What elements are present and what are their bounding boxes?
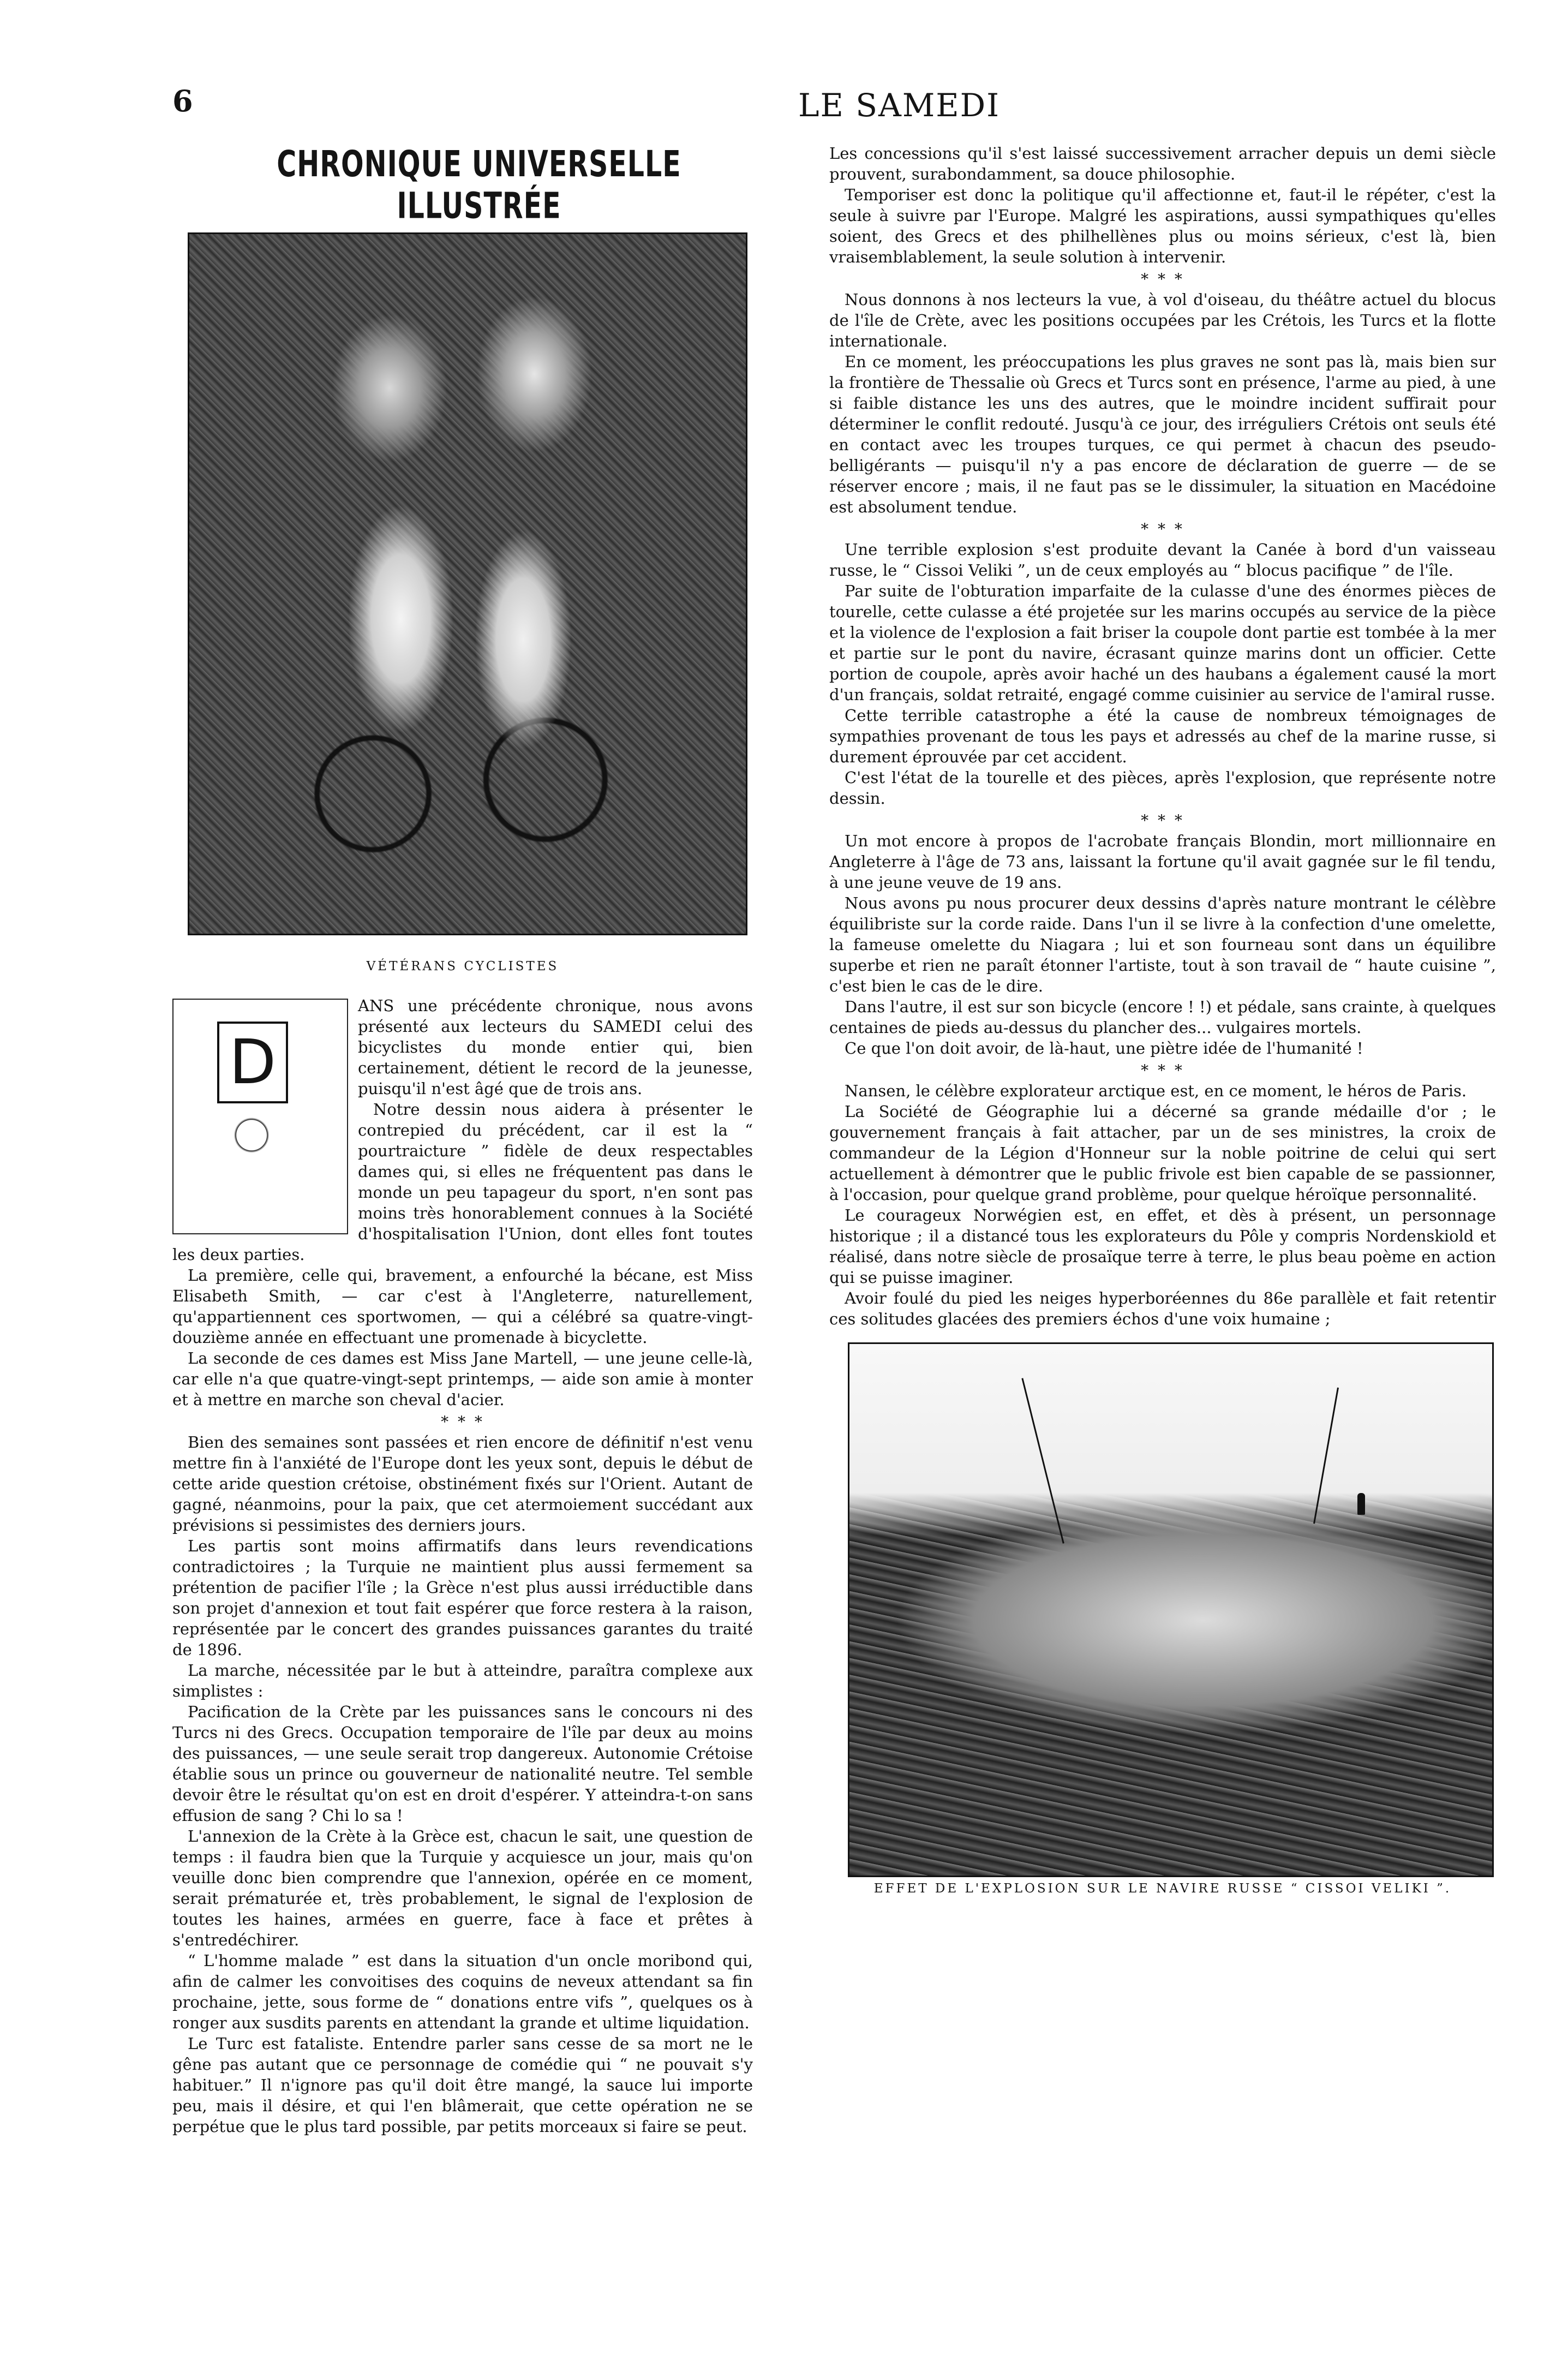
article-paragraph: C'est l'état de la tourelle et des pièces, après l'explosion, que représente notre dessin. [829, 768, 1496, 808]
article-paragraph: Les concessions qu'il s'est laissé successivement arracher depuis un demi siècle prouvent, surabondamment, sa douce philosophie. [829, 144, 1496, 183]
right-column [829, 143, 1496, 2320]
article-paragraph: Ce que l'on doit avoir, de là-haut, une piètre idée de l'humanité ! [845, 1039, 1363, 1058]
article-paragraph: Cette terrible catastrophe a été la cause de nombreux témoignages de sympathies provenant de tous les pays et adressés au chef de la marine russe, si durement éprouvée par cet accident. [829, 706, 1496, 766]
article-paragraph: “ L'homme malade ” est dans la situation d'un oncle moribond qui, afin de calmer les convoitises des coquins de neveux attendant sa fin prochaine, jette, sous forme de “ donations entre vifs ”, quelques os à ronger aux susdits parents en attendant la grande et ultime liquidation. [172, 1951, 753, 2032]
article-paragraph: La seconde de ces dames est Miss Jane Martell, — une jeune celle-là, car elle n'a que quatre-vingt-sept printemps, — aide son amie à monter et à mettre en marche son cheval d'acier. [172, 1349, 753, 1409]
article-paragraph: La marche, nécessitée par le but à atteindre, paraîtra complexe aux simplistes : [172, 1661, 753, 1700]
page-number: 6 [172, 83, 193, 118]
article-paragraph: Nous donnons à nos lecteurs la vue, à vol d'oiseau, du théâtre actuel du blocus de l'île de Crète, avec les positions occupées par les Crétois, les Turcs et la flotte internationale. [829, 290, 1496, 350]
article-paragraph: Nous avons pu nous procurer deux dessins d'après nature montrant le célèbre équilibriste sur la corde raide. Dans l'un il se livre à la confection d'une omelette, la fameuse omelette du Niagara ; lui et son fourneau sont dans un équilibre superbe et rien ne paraît étonner l'artiste, tout à son travail de “ haute cuisine ”, c'est bien le cas de le dire. [829, 894, 1496, 995]
dropcap-letter: D [217, 1022, 288, 1103]
photo-rope-shape [1313, 1388, 1339, 1524]
article-paragraph: Notre dessin nous aidera à présenter le contrepied du précédent, car il est la “ pourtraicture ” fidèle de deux respectables dames qui, si elles ne fréquentent pas dans le monde un peu tapageur du sport, n'en sont pas moins très honorablement connues à la Société d'hospitalisation l'Union, dont elles font toutes les deux parties. [172, 1100, 753, 1264]
asterism-divider: * * * [1141, 270, 1184, 288]
masthead: LE SAMEDI [798, 87, 1001, 124]
asterism-divider: * * * [441, 1413, 484, 1431]
asterism-divider: * * * [1141, 1061, 1184, 1079]
left-column [172, 143, 753, 2320]
article-paragraph: Un mot encore à propos de l'acrobate français Blondin, mort millionnaire en Angleterre à l'âge de 73 ans, laissant la fortune qu'il avait gagnée sur le fil tendu, à une jeune veuve de 19 ans. [829, 832, 1496, 892]
section-title: CHRONIQUE UNIVERSELLE ILLUSTRÉE [277, 143, 681, 227]
article-paragraph: ANS une précédente chronique, nous avons présenté aux lecteurs du SAMEDI celui des bicyclistes du monde entier qui, bien certainement, détient le record de la jeunesse, puisqu'il n'est âgé que de trois ans. [358, 996, 753, 1098]
article-paragraph: L'annexion de la Crète à la Grèce est, chacun le sait, une question de temps : il faudra bien que la Turquie y acquiesce un jour, mais qu'on veuille donc bien comprendre que l'annexion, opérée en ce moment, serait prématurée et, très probablement, le signal de l'explosion de toutes les haines, armées en guerre, face à face et prêtes à s'entredéchirer. [172, 1827, 753, 1949]
article-paragraph: La première, celle qui, bravement, a enfourché la bécane, est Miss Elisabeth Smith, — car c'est à l'Angleterre, naturellement, qu'appartiennent ces sportwomen, — qui a célébré sa quatre-vingt-douzième année en effectuant une promenade à bicyclette. [172, 1266, 753, 1347]
article-paragraph: Avoir foulé du pied les neiges hyperboréennes du 86e parallèle et fait retentir ces solitudes glacées des premiers échos d'une voix humaine ; [829, 1289, 1496, 1328]
article-paragraph: Dans l'autre, il est sur son bicycle (encore ! !) et pédale, sans crainte, à quelques centaines de pieds au-dessus du plancher des... vulgaires mortels. [829, 998, 1496, 1037]
article-paragraph: Temporiser est donc la politique qu'il affectionne et, faut-il le répéter, c'est la seule à suivre par l'Europe. Malgré les aspirations, aussi sympathiques qu'elles soient, des Grecs et des philhellènes plus ou moins sérieux, c'est là, bien vraisemblablement, la seule solution à intervenir. [829, 186, 1496, 266]
crete-article [172, 1432, 753, 2137]
asterism-divider: * * * [1141, 520, 1184, 538]
article-paragraph: Nansen, le célèbre explorateur arctique est, en ce moment, le héros de Paris. [845, 1082, 1467, 1100]
photo-caption-explosion: EFFET DE L'EXPLOSION SUR LE NAVIRE RUSSE “ CISSOI VELIKI ”. [873, 1882, 1452, 1896]
article-paragraph: Le Turc est fataliste. Entendre parler sans cesse de sa mort ne le gêne pas autant que ce personnage de comédie qui “ ne pouvait s'y habituer.” Il n'ignore pas qu'il doit être mangé, la sauce lui importe peu, mais il désire, et qui l'en blâmerait, que cette opération ne se perpétue que le plus tard possible, par petits morceaux si faire se peut. [172, 2034, 753, 2136]
intro-article [172, 995, 753, 1410]
photo-figure-shape [1357, 1493, 1365, 1515]
photo-veteran-cyclists [188, 232, 747, 935]
photo-rope-shape [1022, 1378, 1064, 1544]
asterism-divider: * * * [1141, 811, 1184, 829]
article-paragraph: Le courageux Norwégien est, en effet, et dès à présent, un personnage historique ; il a distancé tous les explorateurs du Pôle y compris Nordenskiold et réalisé, dans notre siècle de prosaïque terre à terre, le plus beau poème en action qui se puisse imaginer. [829, 1206, 1496, 1287]
article-paragraph: Pacification de la Crète par les puissances sans le concours ni des Turcs ni des Grecs. Occupation temporaire de l'île par deux au moins des puissances, — une seule serait trop dangereux. Autonomie Crétoise établie sous un prince ou gouverneur de nationalité neutre. Tel semble devoir être le résultat qu'on est en droit d'espérer. Y atteindra-t-on sans effusion de sang ? Chi lo sa ! [172, 1703, 753, 1825]
article-paragraph: En ce moment, les préoccupations les plus graves ne sont pas là, mais bien sur la frontière de Thessalie où Grecs et Turcs sont en présence, l'arme au pied, à une si faible distance les uns des autres, que le moindre incident suffirait pour déterminer le conflit redouté. Jusqu'à ce jour, des irréguliers Crétois ont seuls été en contact avec les troupes turques, ce qui permet à chacun des pseudo-belligérants — puisqu'il n'y a pas encore de déclaration de guerre — de se réserver encore ; mais, il ne faut pas se le dissimuler, la situation en Macédoine est absolument tendue. [829, 353, 1496, 516]
article-paragraph: Par suite de l'obturation imparfaite de la culasse d'une des énormes pièces de tourelle, cette culasse a été projetée sur les marins occupés au service de la pièce et la violence de l'explosion a fait briser la coupole dont partie est tombée à la mer et partie sur le pont du navire, écrasant quinze marins dont un officier. Cette portion de coupole, après avoir haché un des haubans a également causé la mort d'un français, soldat retraité, engagé comme cuisinier au service de l'amiral russe. [829, 582, 1496, 704]
article-paragraph: Bien des semaines sont passées et rien encore de définitif n'est venu mettre fin à l'anxiété de l'Europe dont les yeux sont, depuis le début de cette aride question crétoise, obstinément fixés sur l'Orient. Autant de gagné, néanmoins, pour la paix, que cet atermoiement succédant aux prévisions si pessimistes des derniers jours. [172, 1433, 753, 1534]
article-paragraph: Une terrible explosion s'est produite devant la Canée à bord d'un vaisseau russe, le “ Cissoi Veliki ”, un de ceux employés au “ blocus pacifique ” de l'île. [829, 540, 1496, 580]
article-paragraph: La Société de Géographie lui a décerné sa grande médaille d'or ; le gouvernement français à fait attacher, par un de ses ministres, la croix de commandeur de la Légion d'Honneur sur la noble poitrine de celui qui sert actuellement à démontrer que le public frivole est bien capable de se passionner, à l'occasion, pour quelque grand problème, pour quelque héroïque personnalité. [829, 1102, 1496, 1204]
decorative-dropcap [172, 999, 348, 1234]
photo-caption-cyclists: VÉTÉRANS CYCLISTES [366, 959, 559, 974]
photo-explosion-ship [848, 1342, 1494, 1877]
article-paragraph: Les partis sont moins affirmatifs dans leurs revendications contradictoires ; la Turquie ne maintient plus aussi fermement sa prétention de pacifier l'île ; la Grèce n'est plus aussi irréductible dans son projet d'annexion et tout fait espérer que force restera à la raison, représentée par le concert des grandes puissances garantes du traité de 1896. [172, 1537, 753, 1659]
